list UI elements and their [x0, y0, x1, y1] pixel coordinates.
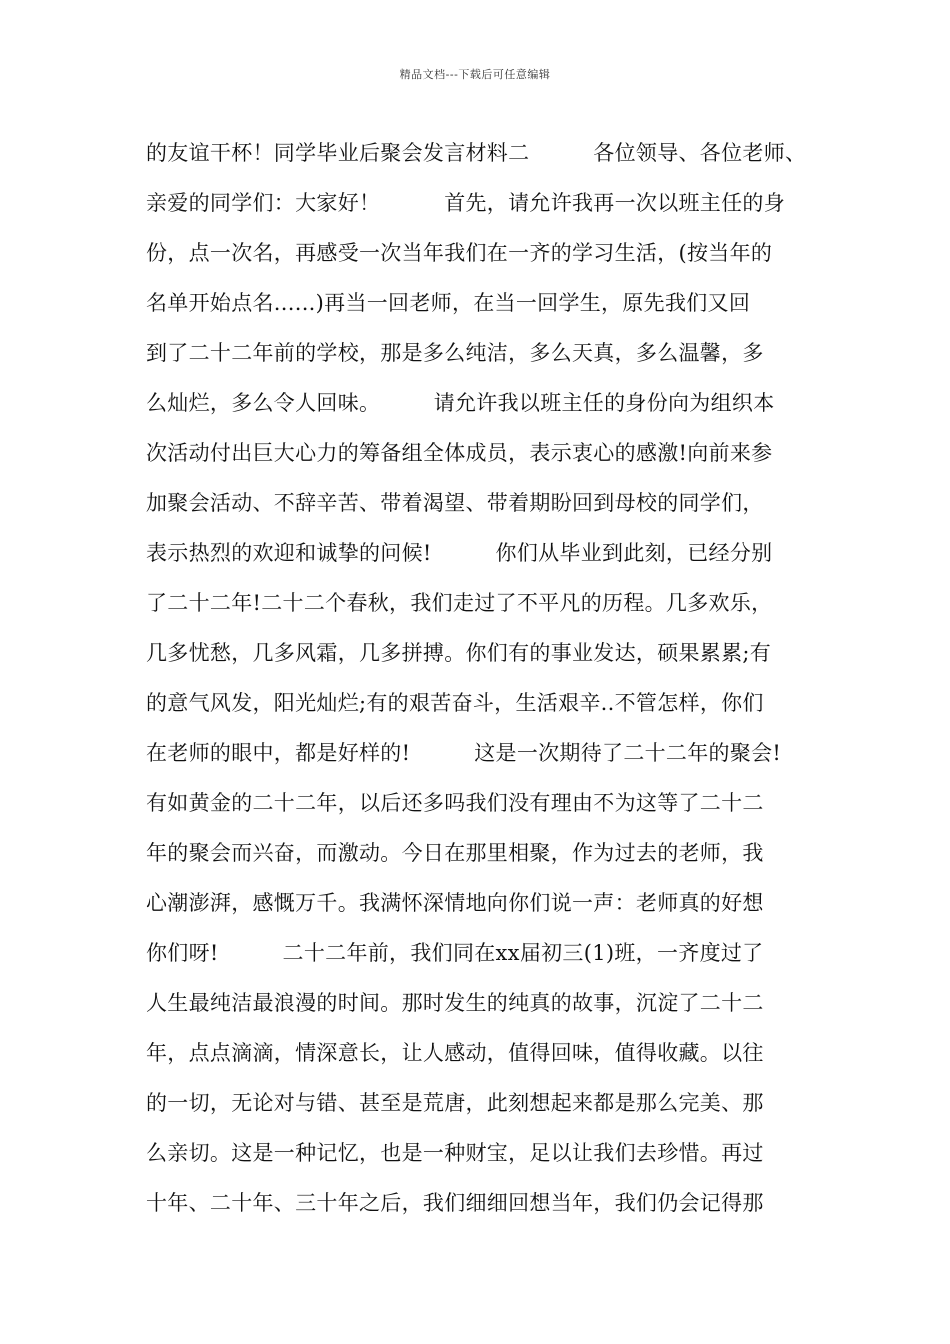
text-line: 的一切，无论对与错、甚至是荒唐，此刻想起来都是那么完美、那	[146, 1091, 764, 1115]
body-text	[146, 128, 826, 1228]
text-line: 有如黄金的二十二年，以后还多吗我们没有理由不为这等了二十二	[146, 791, 764, 815]
page-header: 精品文档---下载后可任意编辑	[399, 68, 551, 81]
text-line: 加聚会活动、不辞辛苦、带着渴望、带着期盼回到母校的同学们，	[146, 491, 764, 515]
text-line: 的意气风发，阳光灿烂;有的艰苦奋斗，生活艰辛..不管怎样，你们	[146, 691, 764, 715]
text-line: 年，点点滴滴，情深意长，让人感动，值得回味，值得收藏。以往	[146, 1041, 764, 1065]
text-line: 到了二十二年前的学校，那是多么纯洁，多么天真，多么温馨，多	[146, 341, 764, 365]
text-line: 心潮澎湃，感慨万千。我满怀深情地向你们说一声：老师真的好想	[146, 891, 764, 915]
text-line: 亲爱的同学们：大家好！ 首先，请允许我再一次以班主任的身	[146, 191, 785, 215]
text-line: 表示热烈的欢迎和诚挚的问候! 你们从毕业到此刻，已经分别	[146, 541, 773, 565]
text-line: 人生最纯洁最浪漫的时间。那时发生的纯真的故事，沉淀了二十二	[146, 991, 764, 1015]
text-line: 年的聚会而兴奋，而激动。今日在那里相聚，作为过去的老师，我	[146, 841, 764, 865]
text-line: 名单开始点名......)再当一回老师，在当一回学生，原先我们又回	[146, 291, 751, 315]
text-line: 次活动付出巨大心力的筹备组全体成员，表示衷心的感激!向前来参	[146, 441, 773, 465]
text-line: 么灿烂，多么令人回味。 请允许我以班主任的身份向为组织本	[146, 391, 775, 415]
text-line: 的友谊干杯！同学毕业后聚会发言材料二 各位领导、各位老师、	[146, 141, 807, 165]
text-line: 几多忧愁，几多风霜，几多拼搏。你们有的事业发达，硕果累累;有	[146, 641, 772, 665]
text-line: 在老师的眼中，都是好样的! 这是一次期待了二十二年的聚会!	[146, 741, 782, 765]
text-line: 份，点一次名，再感受一次当年我们在一齐的学习生活，(按当年的	[146, 241, 773, 265]
text-line: 了二十二年!二十二个春秋，我们走过了不平凡的历程。几多欢乐，	[146, 591, 773, 615]
text-line: 你们呀! 二十二年前，我们同在xx届初三(1)班，一齐度过了	[146, 941, 764, 965]
text-line: 么亲切。这是一种记忆，也是一种财宝，足以让我们去珍惜。再过	[146, 1141, 764, 1165]
text-line: 十年、二十年、三十年之后，我们细细回想当年，我们仍会记得那	[146, 1191, 764, 1215]
